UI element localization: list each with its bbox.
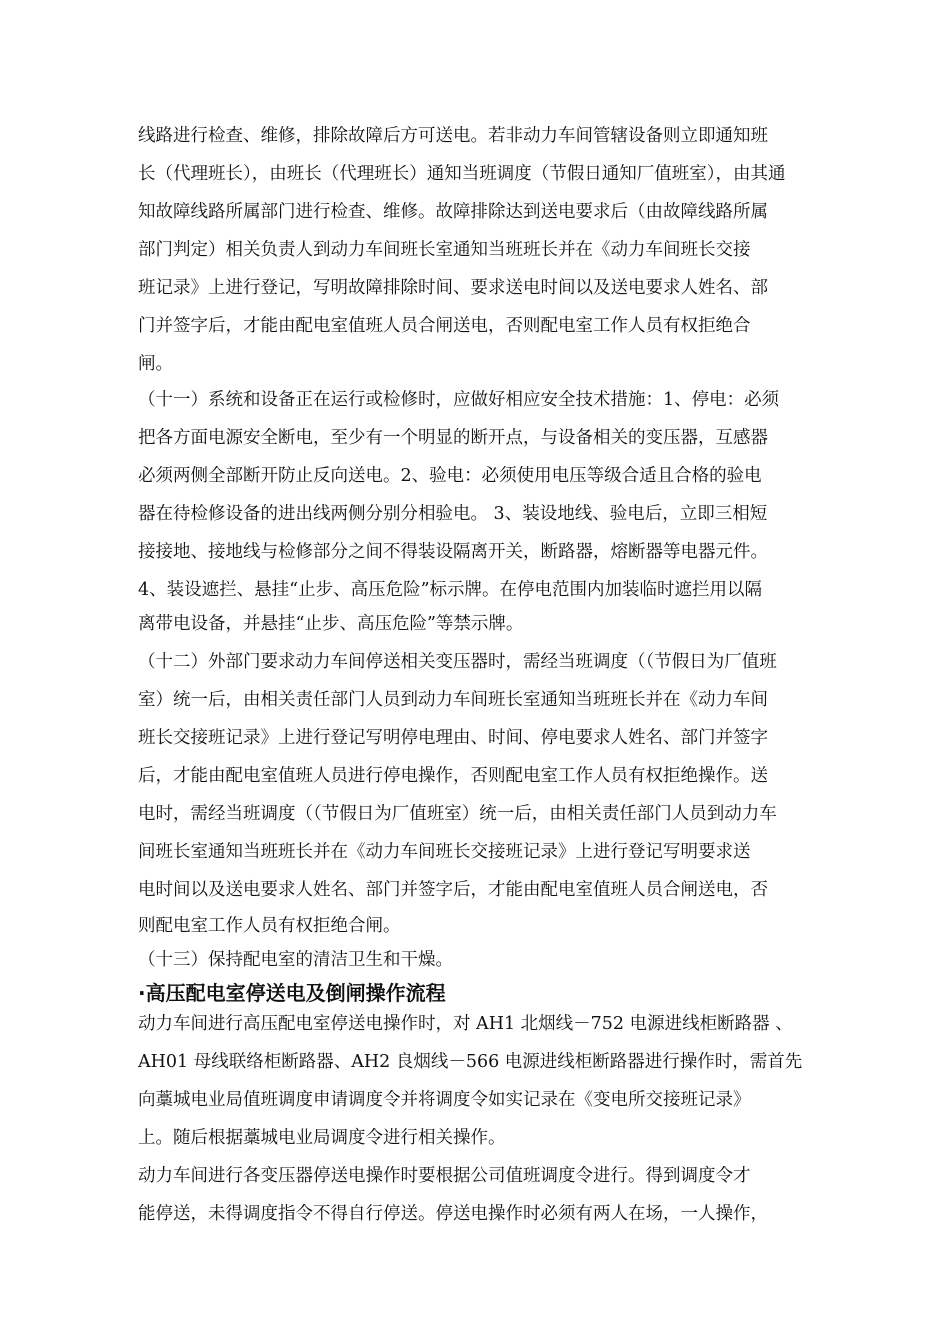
text-line: 动力车间进行各变压器停送电操作时要根据公司值班调度令进行。得到调度令才 bbox=[138, 1166, 751, 1186]
text-line: 闸。 bbox=[138, 354, 173, 374]
text-line: 动力车间进行高压配电室停送电操作时，对 AH1 北烟线－752 电源进线柜断路器 、 bbox=[138, 1014, 793, 1034]
text-line: 后，才能由配电室值班人员进行停电操作，否则配电室工作人员有权拒绝操作。送 bbox=[138, 766, 768, 786]
text-line: 4、装设遮拦、悬挂“止步、高压危险”标示牌。在停电范围内加装临时遮拦用以隔 bbox=[138, 580, 763, 600]
text-line: 向藁城电业局值班调度申请调度令并将调度令如实记录在《变电所交接班记录》 bbox=[138, 1090, 751, 1110]
text-line: （十二）外部门要求动力车间停送相关变压器时，需经当班调度（（节假日为厂值班 bbox=[138, 652, 777, 672]
text-line: 线路进行检查、维修，排除故障后方可送电。若非动力车间管辖设备则立即通知班 bbox=[138, 126, 768, 146]
text-line: （十一）系统和设备正在运行或检修时，应做好相应安全技术措施：1、停电：必须 bbox=[138, 390, 780, 410]
text-line: 必须两侧全部断开防止反向送电。2、验电：必须使用电压等级合适且合格的验电 bbox=[138, 466, 762, 486]
text-line: 长（代理班长），由班长（代理班长）通知当班调度（节假日通知厂值班室），由其通 bbox=[138, 164, 786, 184]
text-line: 把各方面电源安全断电，至少有一个明显的断开点，与设备相关的变压器，互感器 bbox=[138, 428, 768, 448]
text-line: 部门判定）相关负责人到动力车间班长室通知当班班长并在《动力车间班长交接 bbox=[138, 240, 751, 260]
text-line: 电时间以及送电要求人姓名、部门并签字后，才能由配电室值班人员合闸送电，否 bbox=[138, 880, 768, 900]
text-line: 上。随后根据藁城电业局调度令进行相关操作。 bbox=[138, 1128, 506, 1148]
text-line: 间班长室通知当班班长并在《动力车间班长交接班记录》上进行登记写明要求送 bbox=[138, 842, 751, 862]
text-line: 能停送，未得调度指令不得自行停送。停送电操作时必须有两人在场，一人操作， bbox=[138, 1204, 768, 1224]
text-line: 器在待检修设备的进出线两侧分别分相验电。 3、装设地线、验电后，立即三相短 bbox=[138, 504, 768, 524]
text-line: 则配电室工作人员有权拒绝合闸。 bbox=[138, 916, 401, 936]
section-heading: ·高压配电室停送电及倒闸操作流程 bbox=[138, 981, 446, 1005]
text-line: 门并签字后，才能由配电室值班人员合闸送电，否则配电室工作人员有权拒绝合 bbox=[138, 316, 751, 336]
text-line: 接接地、接地线与检修部分之间不得装设隔离开关，断路器，熔断器等电器元件。 bbox=[138, 542, 768, 562]
text-line: 班记录》上进行登记，写明故障排除时间、要求送电时间以及送电要求人姓名、部 bbox=[138, 278, 768, 298]
text-line: 班长交接班记录》上进行登记写明停电理由、时间、停电要求人姓名、部门并签字 bbox=[138, 728, 768, 748]
text-line: （十三）保持配电室的清洁卫生和干燥。 bbox=[138, 950, 453, 970]
text-line: 电时，需经当班调度（（节假日为厂值班室）统一后，由相关责任部门人员到动力车 bbox=[138, 804, 777, 824]
text-line: 知故障线路所属部门进行检查、维修。故障排除达到送电要求后（由故障线路所属 bbox=[138, 202, 768, 222]
text-line: 室）统一后，由相关责任部门人员到动力车间班长室通知当班班长并在《动力车间 bbox=[138, 690, 768, 710]
text-line: 离带电设备，并悬挂“止步、高压危险”等禁示牌。 bbox=[138, 614, 524, 634]
text-line: AH01 母线联络柜断路器、AH2 良烟线－566 电源进线柜断路器进行操作时，需首先 bbox=[138, 1052, 803, 1072]
